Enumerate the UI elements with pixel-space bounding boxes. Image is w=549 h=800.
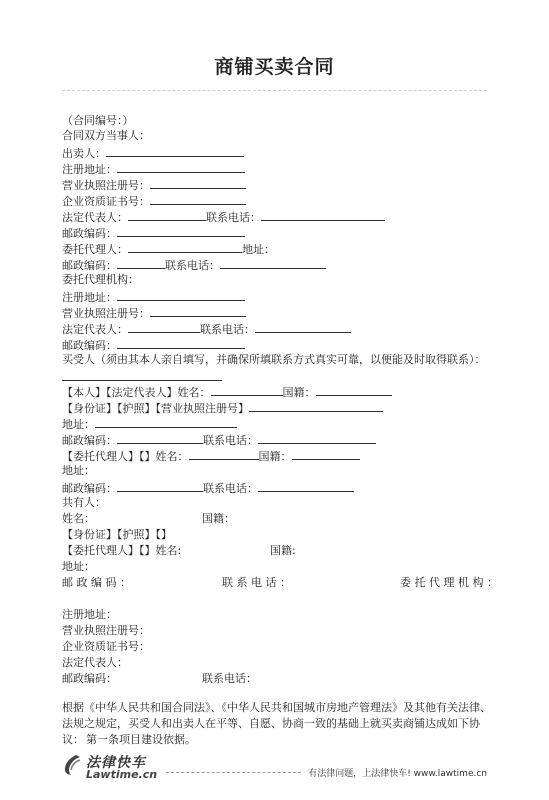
agency2-qual-cert-line: 企业资质证书号： [62,640,150,653]
contract-number-line: （合同编号：） [62,114,134,127]
agency-postcode-line: 邮政编码： [62,337,245,353]
parties-heading: 合同双方当事人： [62,129,150,142]
buyer-id-line: 【身份证】【护照】【营业执照注册号】 [62,400,383,416]
co-owner-phone: 联 系 电 话 ： [222,576,291,589]
agreement-paragraph: 根据《中华人民共和国合同法》、《中华人民共和国城市房地产管理法》及其他有关法律、法规之规定，买受人和出卖人在平等、自愿、协商一致的基础上就买卖商铺达成如下协议： [62,701,491,746]
co-owner-address-line: 地址： [62,560,95,573]
seller-legal-rep-line: 法定代表人： 联系电话： [62,209,385,225]
buyer-heading: 买受人（须由其本人亲自填写，并确保所填联系方式真实可靠，以便能及时取得联系）： [62,353,486,366]
co-owner-nationality: 国籍： [202,512,235,525]
agency2-reg-address-line: 注册地址： [62,608,117,621]
co-owner-agency: 委 托 代 理 机 构 ： [400,576,498,589]
buyer-address-line: 地址： [62,416,237,432]
logo-english-text: Lawtime.cn [86,768,158,781]
buyer-agent-address-line: 地址： [62,464,95,477]
buyer-underline [62,369,222,385]
agency2-postcode-line: 邮政编码： [62,672,117,685]
seller-agent-line: 委托代理人： 地址： [62,243,275,256]
buyer-agent-postcode-line: 邮政编码： 联系电话： [62,480,354,496]
seller-biz-license-line: 营业执照注册号： [62,177,246,193]
buyer-postcode-line: 邮政编码： 联系电话： [62,432,376,448]
footer-slogan: 有法律问题，上法律快车! www.lawtime.cn [308,769,487,779]
footer [62,752,487,782]
seller-agency-heading: 委托代理机构： [62,273,139,286]
co-owner-postcode: 邮 政 编 码 ： [62,576,131,589]
lawtime-logo-icon [62,754,82,776]
agency-reg-address-line: 注册地址： [62,289,245,305]
article-1: 第一条项目建设依据。 [86,733,196,746]
footer-divider [166,772,301,773]
seller-agent-postcode-line: 邮政编码： 联系电话： [62,257,326,273]
title-divider [62,90,487,91]
co-owner-agent-nationality: 国籍: [270,544,296,557]
co-owner-name-line: 姓名： [62,512,95,525]
agency-legal-rep-line: 法定代表人： 联系电话： [62,321,351,337]
seller-qual-cert-line: 企业资质证书号： [62,193,246,209]
logo-chinese-text: 法律快车 [86,755,146,771]
seller-postcode-line: 邮政编码： [62,225,245,241]
buyer-agent-line: 【委托代理人】【】姓名： 国籍： [62,448,360,464]
co-owner-agent-line: 【委托代理人】【】姓名: [62,544,182,557]
agency2-legal-rep-line: 法定代表人： [62,656,128,669]
seller-reg-address-line: 注册地址： [62,161,245,177]
co-owner-id-line: 【身份证】【护照】【】 [62,528,172,541]
buyer-name-line: 【本人】【法定代表人】姓名： 国籍： [62,384,392,400]
co-owner-heading: 共有人： [62,496,106,509]
document-title: 商铺买卖合同 [214,56,335,78]
seller-line: 出卖人： [62,145,244,161]
agency-biz-license-line: 营业执照注册号： [62,305,246,321]
agency2-phone: 联系电话： [202,672,257,685]
agency2-biz-license-line: 营业执照注册号： [62,624,150,637]
